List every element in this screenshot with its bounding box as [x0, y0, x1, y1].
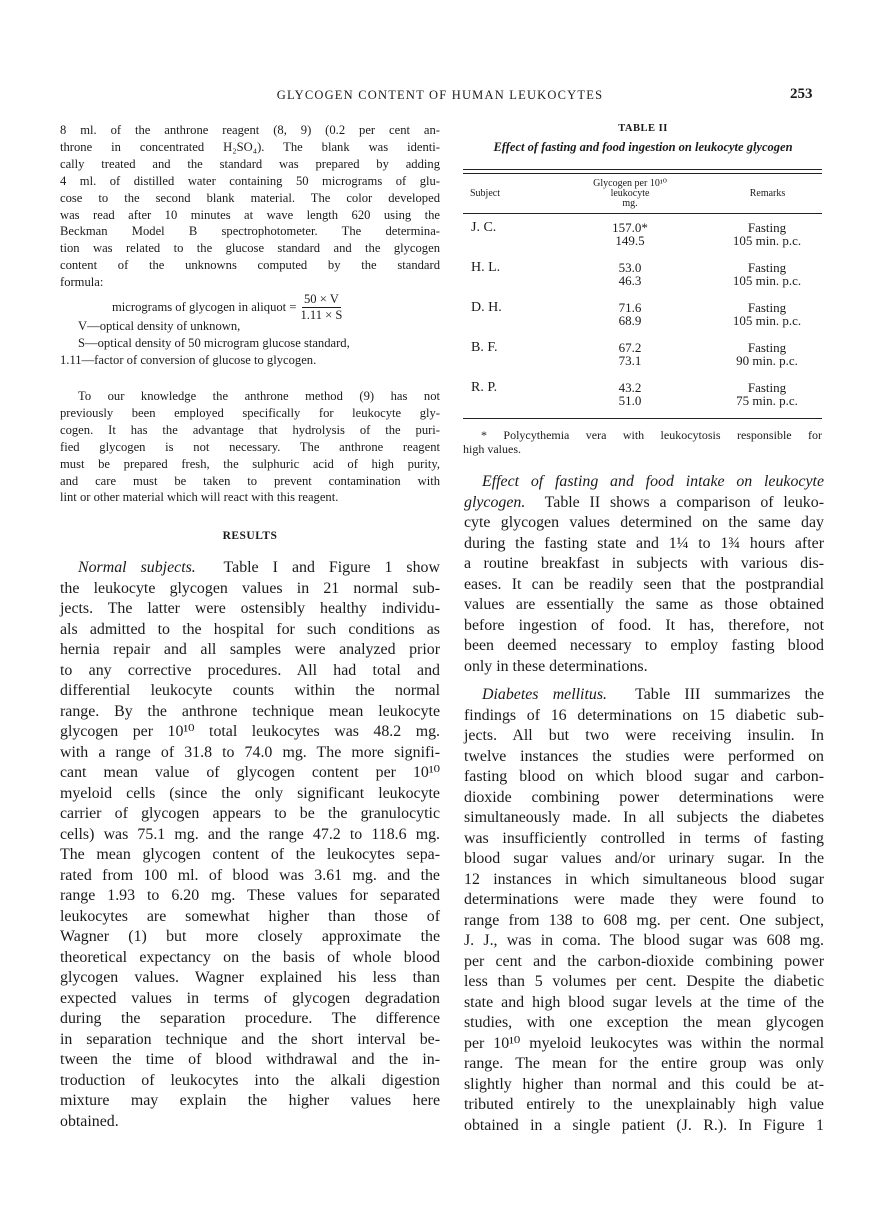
text-line: jects. All but two were receiving insulin. In	[464, 727, 824, 744]
cell-glycogen-fasting: 157.0*	[612, 220, 648, 235]
formula-denominator: 1.11 × S	[300, 308, 343, 322]
text-line: throne in concentrated H₂SO₄). The blank was identi-	[60, 139, 440, 154]
text-line: with a range of 31.8 to 74.0 mg. The more signifi-	[60, 743, 440, 761]
definition-s: S—optical density of 50 microgram glucose standard,	[78, 335, 350, 350]
text-line	[464, 493, 824, 514]
text-line: range from 138 to 608 mg. per cent. One subject,	[464, 911, 824, 929]
text-line: carrier of glycogen appears to be the granulocytic	[60, 805, 440, 822]
page-number: 253	[790, 86, 813, 102]
text-line: differential leukocyte counts within the normal	[60, 682, 440, 699]
definition-v: V—optical density of unknown,	[78, 319, 241, 333]
table-top-rule-2	[463, 173, 822, 174]
text-line: twelve instances the studies were performed on	[464, 747, 824, 765]
text-line: during the separation procedure. The difference	[60, 1010, 440, 1027]
text-line: less than 5 volumes per cent. Despite the diabetic	[464, 973, 824, 990]
text-line: during the fasting state and 1¼ to 1¾ hours after	[464, 534, 824, 552]
text-line: formula:	[60, 275, 104, 290]
text-line	[464, 685, 824, 706]
cell-remarks-fasting: Fasting	[747, 260, 787, 275]
text-line: jects. The latter were ostensibly healthy individu-	[60, 600, 440, 617]
table-top-rule-1	[463, 169, 822, 170]
text-line: 4 ml. of distilled water containing 50 micrograms of glu-	[60, 173, 440, 188]
paragraph-heading-line: Effect of fasting and food intake on leukocyte	[482, 473, 824, 490]
cell-glycogen-fasting: 53.0	[618, 260, 642, 275]
text-line: range. By the anthrone technique mean leukocyte	[60, 702, 440, 720]
cell-subject: H. L.	[471, 260, 501, 275]
table-bottom-rule	[463, 418, 822, 419]
text-line: been deemed necessary to employ fasting blood	[464, 637, 824, 654]
text-line: studies, with one exception the mean glycogen	[464, 1014, 824, 1031]
text-line: the leukocyte glycogen values in 21 normal sub-	[60, 579, 440, 597]
fasting-paragraph	[464, 472, 824, 677]
text-line: tion was related to the glucose standard and the glycogen	[60, 241, 440, 256]
text-line: mixture may explain the higher values here	[60, 1092, 440, 1109]
text-line: dioxide combining power determinations were	[464, 788, 824, 806]
formula-numerator: 50 × V	[303, 292, 339, 306]
text-line: fasting blood on which blood sugar and carbon-	[464, 768, 824, 785]
formula-definitions	[60, 318, 440, 369]
text-line	[60, 558, 440, 579]
header-remarks: Remarks	[749, 188, 786, 199]
text-line: cally treated and the standard was prepared by adding	[60, 156, 440, 171]
text-line: range 1.93 to 6.20 mg. These values for separated	[60, 887, 440, 904]
text-line: eases. It can be readily seen that the postprandial	[464, 575, 824, 593]
diabetes-paragraph	[464, 685, 824, 1136]
text-line: 12 instances in which simultaneous blood sugar	[464, 870, 824, 888]
text-line: previously been employed specifically for leukocyte gly-	[60, 405, 440, 420]
methods-paragraph-2	[60, 388, 440, 506]
text-line: fied glycogen is not necessary. The anthrone reagent	[60, 439, 440, 454]
cell-glycogen-fasting: 71.6	[618, 300, 642, 315]
cell-glycogen-postprandial: 149.5	[615, 233, 645, 248]
cell-glycogen-postprandial: 73.1	[618, 353, 642, 368]
cell-remarks-postprandial: 105 min. p.c.	[732, 313, 802, 328]
paragraph-run-in-heading: Diabetes mellitus.	[482, 686, 607, 703]
text-line: only in these determinations.	[464, 657, 648, 675]
definition-factor: 1.11—factor of conversion of glucose to glycogen.	[60, 352, 317, 367]
text-line: J. J., was in coma. The blood sugar was 608 mg.	[464, 932, 824, 949]
cell-remarks-fasting: Fasting	[747, 380, 787, 395]
text-line: range. The mean for the entire group was only	[464, 1055, 824, 1072]
text-line: per 10¹⁰ myeloid leukocytes was within the normal	[464, 1034, 824, 1052]
text-line: findings of 16 determinations on 15 diabetic sub-	[464, 706, 824, 724]
text-line: before ingestion of food. It has, therefore, not	[464, 616, 824, 634]
text-line: Beckman Model B spectrophotometer. The determina-	[60, 224, 440, 239]
cell-glycogen-postprandial: 51.0	[618, 393, 642, 408]
text-line: troduction of leukocytes into the alkali digestion	[60, 1071, 440, 1089]
normal-subjects-paragraph	[60, 558, 440, 1132]
text-line: to any corrective procedures. All had total and	[60, 661, 440, 679]
text-line: per cent and the carbon-dioxide combining power	[464, 952, 824, 970]
text-line: cyte glycogen values determined on the same day	[464, 514, 824, 531]
paragraph-run-in-heading: Normal subjects.	[78, 559, 196, 576]
cell-remarks-postprandial: 90 min. p.c.	[736, 353, 798, 368]
text-line: blood sugar values and/or urinary sugar. In the	[464, 850, 824, 867]
header-glycogen-2: leukocyte	[610, 188, 650, 199]
text-line-content: Table I and Figure 1 show	[195, 559, 440, 576]
header-glycogen-3: mg.	[622, 198, 638, 209]
methods-paragraph-1	[60, 122, 440, 291]
formula-lhs: micrograms of glycogen in aliquot =	[112, 300, 297, 314]
text-line: was insufficiently controlled in terms of fasting	[464, 829, 824, 847]
text-line: lint or other material which will react with this reagent.	[60, 490, 339, 505]
text-line: obtained.	[60, 1112, 119, 1130]
text-line: rated from 100 ml. of blood was 3.61 mg. and the	[60, 866, 440, 884]
cell-remarks-fasting: Fasting	[747, 340, 787, 355]
text-line: values are essentially the same as those obtained	[464, 596, 824, 613]
text-line: cant mean value of glycogen content per 10¹⁰	[60, 764, 440, 781]
cell-remarks-fasting: Fasting	[747, 220, 787, 235]
table-header-rule	[463, 213, 822, 214]
cell-subject: J. C.	[471, 220, 497, 235]
text-line: obtained in a single patient (J. R.). In Figure 1	[464, 1116, 824, 1134]
text-line: cogen. It has the advantage that hydrolysis of the puri-	[60, 422, 440, 437]
text-line: a routine breakfast in subjects with various dis-	[464, 555, 824, 572]
text-line: was read after 10 minutes at wave length 620 using the	[60, 207, 440, 222]
cell-remarks-fasting: Fasting	[747, 300, 787, 315]
cell-glycogen-fasting: 43.2	[618, 380, 642, 395]
text-line: tributed entirely to the unexplainably high value	[464, 1096, 824, 1113]
text-line-content: Table III summarizes the	[607, 686, 825, 703]
text-line: slightly higher than normal and this could be at-	[464, 1075, 824, 1093]
table-label: TABLE II	[618, 123, 668, 134]
cell-subject: D. H.	[471, 300, 502, 315]
text-line: leukocytes are somewhat higher than those of	[60, 907, 440, 925]
text-line: myeloid cells (since the only significant leukocyte	[60, 784, 440, 802]
cell-glycogen-fasting: 67.2	[618, 340, 642, 355]
text-line: hernia repair and all samples were analyzed prior	[60, 641, 440, 658]
table-footnote	[463, 428, 822, 456]
text-line: To our knowledge the anthrone method (9) has not	[78, 389, 440, 403]
text-line: tween the time of blood withdrawal and the in-	[60, 1051, 440, 1068]
text-line: * Polycythemia vera with leukocytosis responsible for	[481, 428, 822, 442]
text-line: 8 ml. of the anthrone reagent (8, 9) (0.2 per cent an-	[60, 123, 440, 137]
cell-glycogen-postprandial: 46.3	[618, 273, 642, 288]
text-line: simultaneously made. In all subjects the diabetes	[464, 809, 824, 826]
paragraph-run-in-heading: glycogen.	[464, 493, 526, 511]
text-line: must be prepared fresh, the sulphuric acid of high purity,	[60, 456, 440, 471]
cell-glycogen-postprandial: 68.9	[618, 313, 642, 328]
running-title: GLYCOGEN CONTENT OF HUMAN LEUKOCYTES	[276, 88, 604, 102]
text-line: als admitted to the hospital for such conditions as	[60, 620, 440, 638]
text-line: and care must be taken to prevent contamination with	[60, 473, 440, 488]
text-line: in separation technique and the short interval be-	[60, 1030, 440, 1048]
text-line: glycogen per 10¹⁰ total leukocytes was 48.2 mg.	[60, 723, 440, 740]
cell-remarks-postprandial: 105 min. p.c.	[732, 233, 802, 248]
cell-subject: R. P.	[471, 380, 498, 395]
cell-subject: B. F.	[471, 340, 498, 355]
text-line: The mean glycogen content of the leukocytes sepa-	[60, 846, 440, 863]
text-line: cells) was 75.1 mg. and the range 47.2 to 118.6 mg.	[60, 825, 440, 843]
text-line: high values.	[463, 442, 521, 456]
text-line-content: Table II shows a comparison of leuko-	[525, 493, 824, 511]
header-subject: Subject	[470, 188, 500, 199]
cell-remarks-postprandial: 75 min. p.c.	[736, 393, 798, 408]
table-caption: Effect of fasting and food ingestion on leukocyte glycogen	[493, 140, 793, 154]
text-line: theoretical expectancy on the basis of whole blood	[60, 948, 440, 966]
text-line: content of the unknowns computed by the standard	[60, 258, 440, 273]
results-heading: RESULTS	[222, 530, 278, 542]
text-line: glycogen values. Wagner explained his less than	[60, 969, 440, 986]
text-line: expected values in terms of glycogen degradation	[60, 989, 440, 1007]
header-glycogen-1: Glycogen per 10¹⁰	[593, 178, 667, 189]
text-line: Wagner (1) but more closely approximate the	[60, 928, 440, 945]
text-line: determinations were made they were found to	[464, 891, 824, 908]
text-line: state and high blood sugar levels at the time of the	[464, 993, 824, 1011]
cell-remarks-postprandial: 105 min. p.c.	[732, 273, 802, 288]
text-line: cose to the second blank material. The color developed	[60, 190, 440, 205]
